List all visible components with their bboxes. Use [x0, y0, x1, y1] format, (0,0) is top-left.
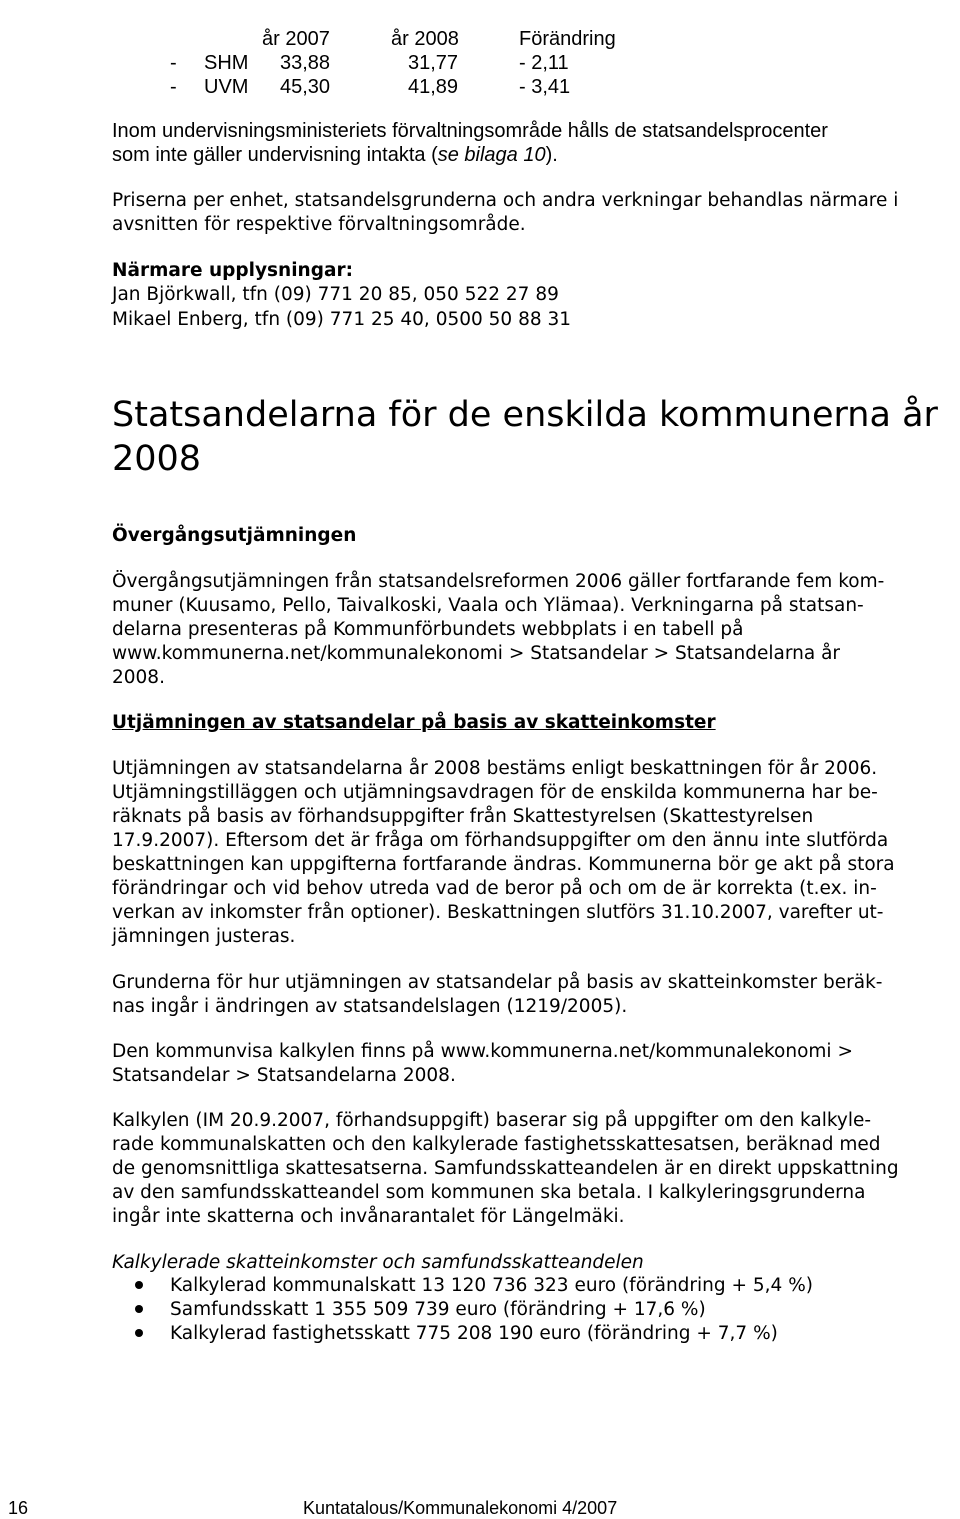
utjamning-line: 17.9.2007). Eftersom det är fråga om förhandsuppgifter om den ännu inte slutförda	[112, 830, 889, 851]
utjamning-line: beskattningen kan uppgifterna fortfarande ändras. Kommunerna bör ge akt på stora	[112, 854, 895, 875]
intro-line: Priserna per enhet, statsandelsgrunderna och andra verkningar behandlas närmare i	[112, 190, 899, 211]
overgang-line: delarna presenteras på Kommunförbundets webbplats i en tabell på	[112, 619, 744, 640]
list-item: Kalkylerad kommunalskatt 13 120 736 323 euro (förändring + 5,4 %)	[170, 1275, 814, 1296]
utjamning-line: Utjämningstilläggen och utjämningsavdragen för de enskilda kommunerna har be-	[112, 782, 878, 803]
row-uvm-dash: -	[170, 76, 177, 98]
section-title-line: Statsandelarna för de enskilda kommunerna år	[112, 395, 938, 435]
contact-line: Mikael Enberg, tfn (09) 771 25 40, 0500 50 88 31	[112, 309, 572, 330]
utjamning-line: Kalkylen (IM 20.9.2007, förhandsuppgift) baserar sig på uppgifter om den kalkyle-	[112, 1110, 872, 1131]
intro-line	[112, 143, 558, 168]
row-shm-2007: 33,88	[280, 52, 331, 74]
utjamning-line: jämningen justeras.	[112, 926, 296, 947]
utjamning-line: nas ingår i ändringen av statsandelslagen (1219/2005).	[112, 996, 628, 1017]
row-uvm-change: - 3,41	[519, 76, 571, 98]
utjamning-line: av den samfundsskatteandel som kommunen ska betala. I kalkyleringsgrunderna	[112, 1182, 866, 1203]
row-uvm-2008: 41,89	[408, 76, 459, 98]
utjamning-line: rade kommunalskatten och den kalkylerade fastighetsskattesatsen, beräknad med	[112, 1134, 881, 1155]
section-title-line: 2008	[112, 439, 202, 479]
list-item: Samfundsskatt 1 355 509 739 euro (förändring + 17,6 %)	[170, 1299, 706, 1320]
intro-text: som inte gäller undervisning intakta (	[112, 144, 438, 166]
contact-heading: Närmare upplysningar:	[112, 260, 353, 281]
header-change: Förändring	[519, 28, 616, 50]
contact-line: Jan Björkwall, tfn (09) 771 20 85, 050 522 27 89	[112, 284, 559, 305]
utjamning-line: Utjämningen av statsandelarna år 2008 bestäms enligt beskattningen för år 2006.	[112, 758, 878, 779]
page-number: 16	[8, 1498, 29, 1518]
utjamning-line: verkan av inkomster från optioner). Beskattningen slutförs 31.10.2007, varefter ut-	[112, 902, 884, 923]
list-item: Kalkylerad fastighetsskatt 775 208 190 euro (förändring + 7,7 %)	[170, 1323, 778, 1344]
utjamning-line: de genomsnittliga skattesatserna. Samfundsskatteandelen är en direkt uppskattning	[112, 1158, 899, 1179]
overgang-line: muner (Kuusamo, Pello, Taivalkoski, Vaala och Ylämaa). Verkningarna på statsan-	[112, 595, 864, 616]
row-shm-2008: 31,77	[408, 52, 459, 74]
row-uvm-label: UVM	[204, 76, 249, 98]
utjamning-line: Statsandelar > Statsandelarna 2008.	[112, 1065, 456, 1086]
utjamning-line: ingår inte skatterna och invånarantalet för Längelmäki.	[112, 1206, 625, 1227]
intro-text: ).	[545, 144, 558, 166]
intro-line: Inom undervisningsministeriets förvaltningsområde hålls de statsandelsprocenter	[112, 120, 828, 142]
row-shm-change: - 2,11	[519, 52, 569, 74]
overgang-line: www.kommunerna.net/kommunalekonomi > Statsandelar > Statsandelarna år	[112, 643, 841, 664]
bullet-icon	[135, 1329, 143, 1337]
header-year-2007: år 2007	[262, 28, 330, 50]
utjamning-line: förändringar och vid behov utreda vad de beror på och om de är korrekta (t.ex. in-	[112, 878, 877, 899]
utjamning-heading: Utjämningen av statsandelar på basis av skatteinkomster	[112, 712, 716, 733]
appendix-reference: se bilaga 10	[437, 144, 546, 166]
kalkylerade-heading: Kalkylerade skatteinkomster och samfundsskatteandelen	[112, 1252, 644, 1273]
bullet-icon	[135, 1305, 143, 1313]
row-uvm-2007: 45,30	[280, 76, 331, 98]
utjamning-line: Grunderna för hur utjämningen av statsandelar på basis av skatteinkomster beräk-	[112, 972, 883, 993]
utjamning-line: räknats på basis av förhandsuppgifter från Skattestyrelsen (Skattestyrelsen	[112, 806, 814, 827]
publication-title: Kuntatalous/Kommunalekonomi 4/2007	[303, 1498, 618, 1518]
bullet-icon	[135, 1281, 143, 1289]
row-shm-label: SHM	[204, 52, 249, 74]
row-shm-dash: -	[170, 52, 177, 74]
overgang-line: Övergångsutjämningen från statsandelsreformen 2006 gäller fortfarande fem kom-	[112, 571, 885, 592]
utjamning-line: Den kommunvisa kalkylen finns på www.kommunerna.net/kommunalekonomi >	[112, 1041, 853, 1062]
intro-line: avsnitten för respektive förvaltningsområde.	[112, 214, 526, 235]
overgang-heading: Övergångsutjämningen	[112, 525, 357, 546]
header-year-2008: år 2008	[391, 28, 459, 50]
overgang-line: 2008.	[112, 667, 165, 688]
